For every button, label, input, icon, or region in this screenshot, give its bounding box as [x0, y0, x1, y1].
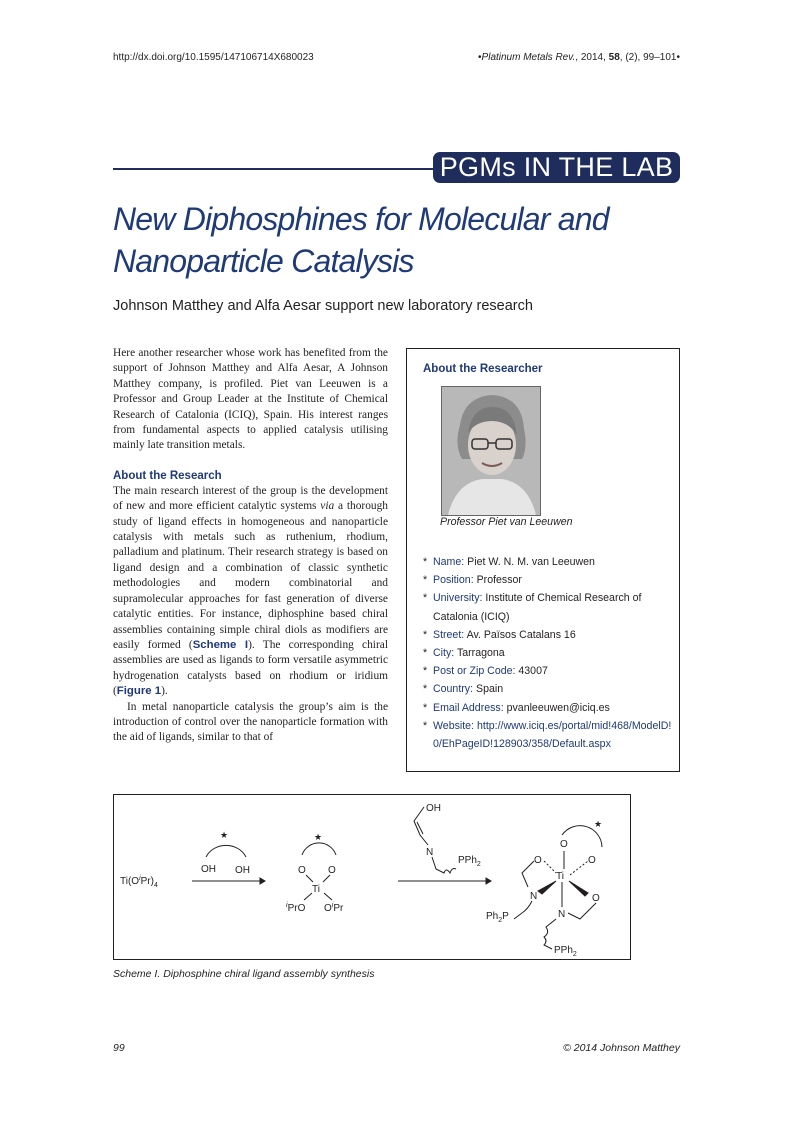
bond — [544, 861, 556, 873]
wedge-bond — [538, 881, 556, 894]
p1-text-a: The main research interest of the group is the development of new and more efficient catalytic systems — [113, 484, 388, 513]
page-number: 99 — [113, 1042, 125, 1054]
detail-country: * Country: Spain — [423, 683, 504, 696]
ti-complex-o-left: O — [298, 865, 306, 876]
bond — [570, 861, 588, 875]
body-column — [113, 346, 388, 746]
journal-year: , 2014, — [575, 52, 609, 63]
nanoparticle-paragraph: In metal nanoparticle catalysis the group’s aim is the introduction of control over the nanoparticle formation with the aid of ligands, similar to that of — [113, 700, 388, 744]
detail-city: * City: Tarragona — [423, 647, 505, 660]
header-rule — [113, 168, 443, 170]
email-link[interactable]: pvanleeuwen@iciq.es — [506, 701, 610, 714]
detail-value: Piet W. N. M. van Leeuwen — [467, 556, 595, 568]
ipro-label: $^i$PrO — [286, 902, 306, 914]
product-pph2: PPh$_2$ — [554, 945, 577, 958]
p1-text-b: a thorough study of ligand effects in homogeneous and nanoparticle catalysis with metals such as ruthenium, rhodium, palladium and platinum. Their research strategy is based on ligand design and a combination of classic synthetic methodologies and modern combinatorial and supramolecular approaches for fast generation of diverse catalytic entities. For instance, diphosphine based chiral assemblies containing simple chiral diols as modifiers are easily formed ( — [113, 500, 388, 651]
article-subtitle: Johnson Matthey and Alfa Aesar support new laboratory research — [113, 298, 533, 314]
detail-value: Spain — [476, 683, 504, 696]
product-ph2p: $Ph_2P$ — [486, 911, 509, 924]
p1-text-d: ). — [161, 685, 168, 698]
detail-label: Name: — [433, 556, 465, 568]
detail-name: * Name: Piet W. N. M. van Leeuwen — [423, 556, 595, 568]
journal-name: Platinum Metals Rev. — [481, 52, 576, 63]
title-line-1: New Diphosphines for Molecular and — [113, 201, 609, 237]
figure-reference-link[interactable]: Figure 1 — [116, 685, 162, 698]
scheme-caption: Scheme I. Diphosphine chiral ligand assembly synthesis — [113, 968, 375, 980]
research-heading: About the Research — [113, 469, 222, 482]
detail-street: * Street: Av. Països Catalans 16 — [423, 628, 576, 641]
ti-complex-backbone — [302, 843, 336, 855]
bond — [323, 875, 330, 882]
chain-right — [568, 903, 596, 919]
arrow-head-2 — [486, 878, 491, 884]
researcher-heading: About the Researcher — [423, 363, 543, 375]
photo-caption: Professor Piet van Leeuwen — [440, 516, 573, 528]
p1-text-c: ). The corresponding chiral assemblies are used as ligands to form versatile asymmetric hydrogenation catalysts based on rhodium or iridium ( — [113, 638, 388, 698]
detail-label: City: — [433, 647, 455, 660]
doi-link[interactable]: http://dx.doi.org/10.1595/147106714X680023 — [113, 52, 314, 63]
portrait-image — [442, 387, 540, 515]
ligand-oh: OH — [426, 803, 441, 814]
chiral-star: ★ — [594, 819, 603, 829]
detail-label: Street: — [433, 628, 465, 641]
p1-via: via — [320, 500, 335, 513]
journal-volume: 58 — [608, 52, 620, 63]
arrow-head-1 — [260, 878, 265, 884]
scheme-diagram — [114, 795, 630, 959]
detail-value: Tarragona — [456, 647, 505, 660]
product-n-left: N — [530, 891, 538, 902]
scheme-reference-link[interactable]: Scheme I — [192, 638, 249, 651]
wavy-left — [514, 901, 532, 919]
ti-oipr4-label: $Ti(O^iPr)_4$ — [120, 875, 158, 889]
bond — [324, 893, 332, 900]
detail-value: 43007 — [518, 665, 548, 678]
detail-label: Position: — [433, 574, 474, 587]
journal-citation — [440, 52, 680, 63]
product-o-left: O — [534, 855, 542, 866]
ti-complex-o-right: O — [328, 865, 336, 876]
detail-label: Country: — [433, 683, 474, 696]
detail-label: Post or Zip Code: — [433, 665, 516, 678]
product-o-top: O — [560, 839, 568, 850]
detail-email: * Email Address: pvanleeuwen@iciq.es — [423, 701, 610, 714]
research-paragraph — [113, 484, 388, 700]
ligand-pph2: PPh$_2$ — [458, 855, 481, 868]
ti-atom: Ti — [312, 884, 320, 895]
researcher-box — [406, 348, 680, 772]
product-o-lower: O — [592, 893, 600, 904]
section-badge: PGMs IN THE LAB — [433, 152, 680, 183]
detail-value: Institute of Chemical Research of Catalonia (ICIQ) — [433, 592, 642, 623]
detail-university: * University: Institute of Chemical Research of Catalonia (ICIQ) — [423, 592, 642, 623]
detail-website: * Website: http://www.iciq.es/portal/mid!468/ModelD!0/EhPageID!128903/358/Default.aspx — [423, 719, 672, 751]
product-n-lower: N — [558, 909, 566, 920]
chiral-star: ★ — [314, 832, 323, 842]
ligand-double-bond — [417, 822, 423, 834]
bond — [306, 875, 313, 882]
detail-postcode: * Post or Zip Code: 43007 — [423, 665, 548, 678]
detail-value: Professor — [476, 574, 522, 587]
journal-prefix: • — [478, 52, 482, 63]
diol-oh-left: OH — [201, 864, 216, 875]
bond — [304, 893, 312, 900]
diol-oh-right: OH — [235, 865, 250, 876]
diol-backbone — [206, 845, 246, 857]
ligand-n: N — [426, 847, 434, 858]
researcher-photo — [441, 386, 541, 516]
detail-label: Website: — [433, 719, 475, 732]
scheme-figure — [113, 794, 631, 960]
detail-label: University: — [433, 592, 483, 605]
product-ti: Ti — [556, 871, 564, 882]
wedge-bond — [569, 881, 588, 896]
journal-pages: , (2), 99–101• — [619, 52, 680, 63]
ligand-wavy-bond — [432, 857, 456, 873]
title-line-2: Nanoparticle Catalysis — [113, 243, 414, 279]
researcher-details — [423, 553, 673, 753]
detail-value: Av. Països Catalans 16 — [466, 628, 576, 641]
article-title — [113, 198, 683, 282]
oipr-label: $O^iPr$ — [324, 902, 344, 914]
chiral-star: ★ — [220, 830, 229, 840]
product-o-right: O — [588, 855, 596, 866]
detail-position: * Position: Professor — [423, 574, 522, 587]
detail-label: Email Address: — [433, 701, 504, 714]
copyright: © 2014 Johnson Matthey — [563, 1042, 680, 1054]
chain-left — [522, 861, 534, 887]
website-link[interactable]: http://www.iciq.es/portal/mid!468/ModelD!0/EhPageID!128903/358/Default.aspx — [433, 719, 672, 751]
intro-paragraph: Here another researcher whose work has benefited from the support of Johnson Matthey and Alfa Aesar, A Johnson Matthey company, is profiled. Piet van Leeuwen is a Professor and Group Leader at the Institute of Chemical Research of Catalonia (ICIQ), Spain. His interest ranges from fundamental aspects to applied catalysis utilising mainly late transition metals. — [113, 347, 388, 452]
